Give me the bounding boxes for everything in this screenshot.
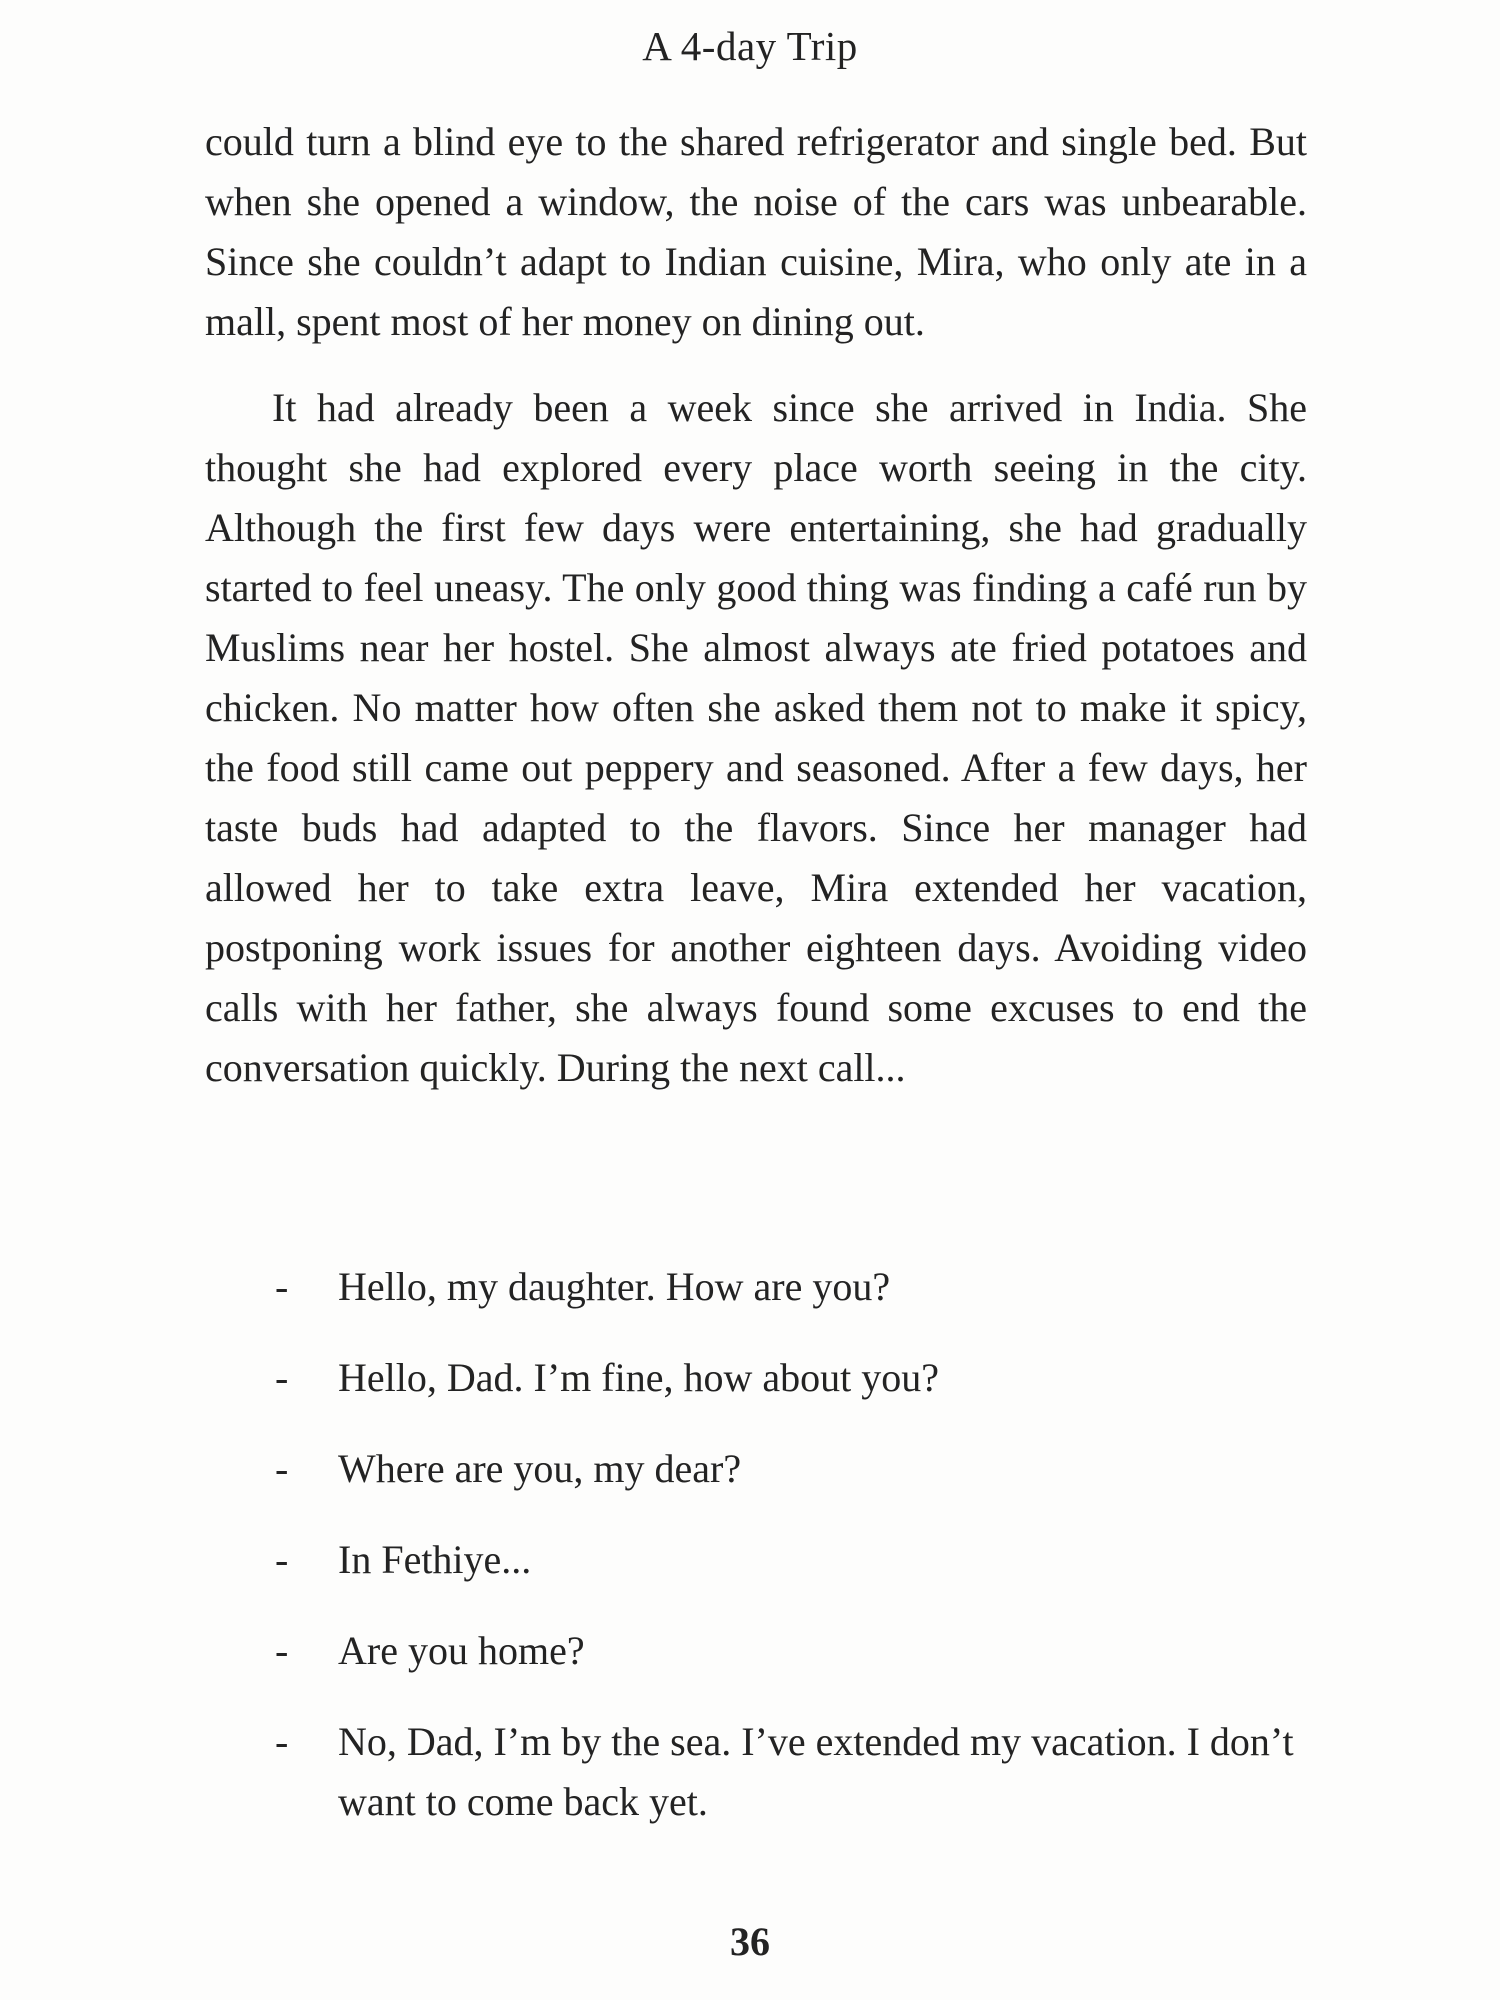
dialogue-list — [275, 1257, 1315, 1863]
dialogue-text: Hello, my daughter. How are you? — [338, 1264, 891, 1309]
body-text — [205, 112, 1307, 1098]
dialogue-text: Where are you, my dear? — [338, 1446, 742, 1491]
dialogue-dash: - — [275, 1446, 289, 1491]
dialogue-line — [275, 1712, 1315, 1832]
dialogue-line — [275, 1439, 1315, 1499]
dialogue-dash: - — [275, 1537, 289, 1582]
dialogue-line — [275, 1530, 1315, 1590]
page-number: 36 — [730, 1919, 770, 1964]
dialogue-dash: - — [275, 1264, 289, 1309]
dialogue-dash: - — [275, 1355, 289, 1400]
dialogue-line — [275, 1348, 1315, 1408]
dialogue-line — [275, 1257, 1315, 1317]
dialogue-dash: - — [275, 1628, 289, 1673]
dialogue-text: In Fethiye... — [338, 1537, 532, 1582]
dialogue-line — [275, 1621, 1315, 1681]
dialogue-dash: - — [275, 1719, 289, 1764]
dialogue-text: Are you home? — [338, 1628, 585, 1673]
paragraph: could turn a blind eye to the shared refrigerator and single bed. But when she opened a window, the noise of the cars was unbearable. Since she couldn’t adapt to Indian cuisine, Mira, who only ate in a mall, spent most of her money on dining out. — [205, 119, 1307, 344]
paragraph: It had already been a week since she arrived in India. She thought she had explored every place worth seeing in the city. Although the first few days were entertaining, she had gradually started to feel uneasy. The only good thing was finding a café run by Muslims near her hostel. She almost always ate fried potatoes and chicken. No matter how often she asked them not to make it spicy, the food still came out peppery and seasoned. After a few days, her taste buds had adapted to the flavors. Since her manager had allowed her to take extra leave, Mira extended her vacation, postponing work issues for another eighteen days. Avoiding video calls with her father, she always found some excuses to end the conversation quickly. During the next call... — [205, 385, 1307, 1090]
dialogue-text: No, Dad, I’m by the sea. I’ve extended my vacation. I don’t want to come back yet. — [338, 1719, 1294, 1824]
running-head: A 4-day Trip — [642, 23, 858, 69]
dialogue-text: Hello, Dad. I’m fine, how about you? — [338, 1355, 939, 1400]
